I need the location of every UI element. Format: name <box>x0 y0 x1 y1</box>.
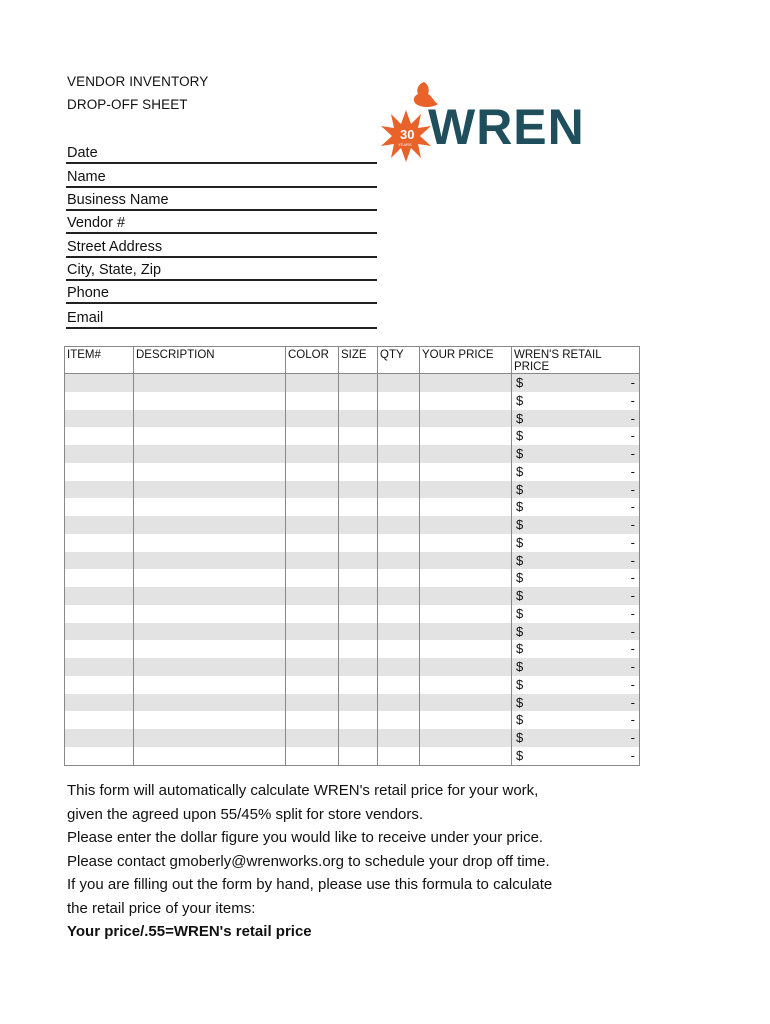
size-cell[interactable] <box>339 711 378 729</box>
brand-wordmark: WREN <box>428 99 585 155</box>
field-input[interactable] <box>166 259 375 281</box>
note-line-3: Please enter the dollar figure you would like to receive under your price. <box>67 829 544 846</box>
col-header-color: COLOR <box>286 347 339 374</box>
description-cell[interactable] <box>134 410 286 428</box>
description-cell[interactable] <box>134 587 286 605</box>
currency-symbol: $ <box>516 375 524 390</box>
description-cell[interactable] <box>134 516 286 534</box>
col-header-your-price: YOUR PRICE <box>420 347 512 374</box>
retail-value: - <box>630 428 635 444</box>
size-cell[interactable] <box>339 445 378 463</box>
your-price-cell[interactable] <box>420 552 512 570</box>
retail-price-cell <box>512 676 640 694</box>
qty-cell[interactable] <box>378 569 420 587</box>
item-cell[interactable] <box>65 605 134 623</box>
your-price-cell[interactable] <box>420 587 512 605</box>
your-price-cell[interactable] <box>420 569 512 587</box>
badge-sub: YEARS <box>398 142 412 147</box>
color-cell[interactable] <box>286 605 339 623</box>
table-row <box>65 676 640 694</box>
retail-price-cell <box>512 481 640 499</box>
item-cell[interactable] <box>65 534 134 552</box>
qty-cell[interactable] <box>378 481 420 499</box>
col-header-description: DESCRIPTION <box>134 347 286 374</box>
retail-value: - <box>630 463 635 479</box>
color-cell[interactable] <box>286 640 339 658</box>
table-row <box>65 711 640 729</box>
retail-price-cell <box>512 694 640 712</box>
item-cell[interactable] <box>65 516 134 534</box>
form-title-line1: VENDOR INVENTORY <box>67 74 209 89</box>
qty-cell[interactable] <box>378 747 420 765</box>
field-input[interactable] <box>166 307 375 329</box>
qty-cell[interactable] <box>378 410 420 428</box>
qty-cell[interactable] <box>378 498 420 516</box>
currency-symbol: $ <box>516 659 524 674</box>
table-row <box>65 374 640 392</box>
description-cell[interactable] <box>134 605 286 623</box>
item-cell[interactable] <box>65 747 134 765</box>
retail-value: - <box>630 499 635 515</box>
retail-price-cell <box>512 623 640 641</box>
your-price-cell[interactable] <box>420 694 512 712</box>
your-price-cell[interactable] <box>420 392 512 410</box>
description-cell[interactable] <box>134 392 286 410</box>
color-cell[interactable] <box>286 623 339 641</box>
currency-symbol: $ <box>516 392 524 408</box>
your-price-cell[interactable] <box>420 640 512 658</box>
color-cell[interactable] <box>286 747 339 765</box>
currency-symbol: $ <box>516 676 524 692</box>
description-cell[interactable] <box>134 729 286 747</box>
field-input[interactable] <box>166 236 375 258</box>
field-row-name <box>66 166 377 188</box>
note-line-5: If you are filling out the form by hand, please use this formula to calculate <box>67 876 553 893</box>
retail-price-cell <box>512 605 640 623</box>
your-price-cell[interactable] <box>420 445 512 463</box>
color-cell[interactable] <box>286 658 339 676</box>
col-header-retail-price: WREN'S RETAIL PRICE <box>512 347 640 374</box>
retail-price-cell <box>512 516 640 534</box>
your-price-cell[interactable] <box>420 658 512 676</box>
table-row <box>65 463 640 481</box>
item-cell[interactable] <box>65 711 134 729</box>
retail-price-cell <box>512 498 640 516</box>
retail-value: - <box>630 517 635 532</box>
table-row <box>65 392 640 410</box>
color-cell[interactable] <box>286 569 339 587</box>
color-cell[interactable] <box>286 392 339 410</box>
retail-price-cell <box>512 374 640 392</box>
field-label: Email <box>67 310 104 326</box>
currency-symbol: $ <box>516 446 524 461</box>
retail-price-cell <box>512 640 640 658</box>
qty-cell[interactable] <box>378 374 420 392</box>
retail-price-cell <box>512 552 640 570</box>
retail-value: - <box>630 694 635 710</box>
col-header-item: ITEM# <box>65 347 134 374</box>
col-header-qty: QTY <box>378 347 420 374</box>
description-cell[interactable] <box>134 552 286 570</box>
color-cell[interactable] <box>286 410 339 428</box>
your-price-cell[interactable] <box>420 534 512 552</box>
your-price-cell[interactable] <box>420 676 512 694</box>
retail-value: - <box>630 676 635 692</box>
qty-cell[interactable] <box>378 694 420 712</box>
item-cell[interactable] <box>65 552 134 570</box>
item-cell[interactable] <box>65 481 134 499</box>
item-cell[interactable] <box>65 658 134 676</box>
currency-symbol: $ <box>516 463 524 479</box>
item-cell[interactable] <box>65 623 134 641</box>
size-cell[interactable] <box>339 694 378 712</box>
table-row <box>65 640 640 658</box>
retail-value: - <box>630 623 635 639</box>
retail-price-cell <box>512 445 640 463</box>
currency-symbol: $ <box>516 605 524 621</box>
color-cell[interactable] <box>286 427 339 445</box>
item-cell[interactable] <box>65 410 134 428</box>
table-row <box>65 445 640 463</box>
qty-cell[interactable] <box>378 463 420 481</box>
color-cell[interactable] <box>286 516 339 534</box>
qty-cell[interactable] <box>378 516 420 534</box>
field-label: Phone <box>67 285 109 301</box>
item-cell[interactable] <box>65 569 134 587</box>
currency-symbol: $ <box>516 623 524 639</box>
currency-symbol: $ <box>516 428 524 444</box>
qty-cell[interactable] <box>378 587 420 605</box>
currency-symbol: $ <box>516 694 524 710</box>
retail-value: - <box>630 392 635 408</box>
retail-value: - <box>630 446 635 461</box>
item-cell[interactable] <box>65 640 134 658</box>
form-title-line2: DROP-OFF SHEET <box>67 97 188 112</box>
currency-symbol: $ <box>516 499 524 515</box>
description-cell[interactable] <box>134 747 286 765</box>
table-row <box>65 605 640 623</box>
inventory-table <box>64 346 640 766</box>
field-input[interactable] <box>166 282 375 304</box>
item-cell[interactable] <box>65 374 134 392</box>
field-label: City, State, Zip <box>67 262 162 278</box>
size-cell[interactable] <box>339 552 378 570</box>
field-label: Name <box>67 169 106 185</box>
size-cell[interactable] <box>339 569 378 587</box>
qty-cell[interactable] <box>378 676 420 694</box>
field-label: Business Name <box>67 192 169 208</box>
retail-value: - <box>630 552 635 568</box>
table-row <box>65 481 640 499</box>
retail-value: - <box>630 410 635 426</box>
retail-value: - <box>630 588 635 603</box>
table-row <box>65 534 640 552</box>
qty-cell[interactable] <box>378 392 420 410</box>
field-row-street-address <box>66 236 377 258</box>
item-cell[interactable] <box>65 445 134 463</box>
item-cell[interactable] <box>65 463 134 481</box>
field-label: Street Address <box>67 239 163 255</box>
your-price-cell[interactable] <box>420 729 512 747</box>
description-cell[interactable] <box>134 427 286 445</box>
table-row <box>65 658 640 676</box>
table-row <box>65 747 640 765</box>
qty-cell[interactable] <box>378 711 420 729</box>
your-price-cell[interactable] <box>420 374 512 392</box>
retail-price-cell <box>512 729 640 747</box>
field-input[interactable] <box>166 166 375 188</box>
your-price-cell[interactable] <box>420 516 512 534</box>
retail-value: - <box>630 605 635 621</box>
currency-symbol: $ <box>516 534 524 550</box>
qty-cell[interactable] <box>378 552 420 570</box>
item-cell[interactable] <box>65 392 134 410</box>
color-cell[interactable] <box>286 729 339 747</box>
retail-value: - <box>630 570 635 586</box>
retail-value: - <box>630 730 635 745</box>
size-cell[interactable] <box>339 747 378 765</box>
description-cell[interactable] <box>134 374 286 392</box>
item-cell[interactable] <box>65 694 134 712</box>
currency-symbol: $ <box>516 410 524 426</box>
note-line-4: Please contact gmoberly@wrenworks.org to schedule your drop off time. <box>67 852 550 870</box>
currency-symbol: $ <box>516 747 524 763</box>
retail-value: - <box>630 375 635 390</box>
size-cell[interactable] <box>339 374 378 392</box>
field-row-phone <box>66 282 377 304</box>
currency-symbol: $ <box>516 588 524 603</box>
size-cell[interactable] <box>339 587 378 605</box>
note-line-6: the retail price of your items: <box>67 899 256 917</box>
retail-value: - <box>630 659 635 674</box>
retail-value: - <box>630 481 635 497</box>
color-cell[interactable] <box>286 711 339 729</box>
color-cell[interactable] <box>286 587 339 605</box>
retail-price-cell <box>512 410 640 428</box>
retail-price-cell <box>512 534 640 552</box>
field-input[interactable] <box>166 189 375 211</box>
anniversary-badge-icon <box>381 110 431 162</box>
size-cell[interactable] <box>339 605 378 623</box>
your-price-cell[interactable] <box>420 498 512 516</box>
currency-symbol: $ <box>516 517 524 532</box>
your-price-cell[interactable] <box>420 481 512 499</box>
retail-price-cell <box>512 711 640 729</box>
retail-price-cell <box>512 569 640 587</box>
your-price-cell[interactable] <box>420 463 512 481</box>
wren-logo <box>362 78 622 162</box>
size-cell[interactable] <box>339 427 378 445</box>
description-cell[interactable] <box>134 498 286 516</box>
qty-cell[interactable] <box>378 640 420 658</box>
color-cell[interactable] <box>286 463 339 481</box>
your-price-cell[interactable] <box>420 747 512 765</box>
table-row <box>65 569 640 587</box>
size-cell[interactable] <box>339 498 378 516</box>
description-cell[interactable] <box>134 569 286 587</box>
color-cell[interactable] <box>286 481 339 499</box>
table-row <box>65 427 640 445</box>
field-label: Date <box>67 145 98 161</box>
size-cell[interactable] <box>339 516 378 534</box>
retail-value: - <box>630 534 635 550</box>
retail-value: - <box>630 641 635 657</box>
qty-cell[interactable] <box>378 427 420 445</box>
table-row <box>65 623 640 641</box>
table-header-row <box>65 347 640 374</box>
field-row-vendor <box>66 212 377 234</box>
field-label: Vendor # <box>67 215 126 231</box>
description-cell[interactable] <box>134 445 286 463</box>
note-line-1: This form will automatically calculate WREN's retail price for your work, <box>67 782 539 799</box>
formula-line: Your price/.55=WREN's retail price <box>67 923 312 940</box>
field-row-date <box>66 142 377 164</box>
color-cell[interactable] <box>286 374 339 392</box>
retail-price-cell <box>512 747 640 765</box>
your-price-cell[interactable] <box>420 605 512 623</box>
currency-symbol: $ <box>516 570 524 586</box>
size-cell[interactable] <box>339 463 378 481</box>
description-cell[interactable] <box>134 481 286 499</box>
your-price-cell[interactable] <box>420 623 512 641</box>
size-cell[interactable] <box>339 729 378 747</box>
field-row-business-name <box>66 189 377 211</box>
description-cell[interactable] <box>134 711 286 729</box>
color-cell[interactable] <box>286 498 339 516</box>
retail-price-cell <box>512 392 640 410</box>
note-line-2: given the agreed upon 55/45% split for store vendors. <box>67 805 424 823</box>
table-row <box>65 410 640 428</box>
size-cell[interactable] <box>339 676 378 694</box>
qty-cell[interactable] <box>378 605 420 623</box>
size-cell[interactable] <box>339 392 378 410</box>
retail-price-cell <box>512 427 640 445</box>
item-cell[interactable] <box>65 427 134 445</box>
col-header-size: SIZE <box>339 347 378 374</box>
description-cell[interactable] <box>134 623 286 641</box>
currency-symbol: $ <box>516 712 524 728</box>
description-cell[interactable] <box>134 694 286 712</box>
currency-symbol: $ <box>516 730 524 745</box>
size-cell[interactable] <box>339 410 378 428</box>
table-row <box>65 694 640 712</box>
description-cell[interactable] <box>134 534 286 552</box>
size-cell[interactable] <box>339 534 378 552</box>
color-cell[interactable] <box>286 676 339 694</box>
description-cell[interactable] <box>134 463 286 481</box>
retail-price-cell <box>512 463 640 481</box>
size-cell[interactable] <box>339 481 378 499</box>
item-cell[interactable] <box>65 729 134 747</box>
currency-symbol: $ <box>516 481 524 497</box>
currency-symbol: $ <box>516 641 524 657</box>
currency-symbol: $ <box>516 552 524 568</box>
table-row <box>65 587 640 605</box>
your-price-cell[interactable] <box>420 711 512 729</box>
qty-cell[interactable] <box>378 445 420 463</box>
retail-price-cell <box>512 658 640 676</box>
item-cell[interactable] <box>65 587 134 605</box>
qty-cell[interactable] <box>378 729 420 747</box>
table-row <box>65 552 640 570</box>
retail-value: - <box>630 712 635 728</box>
color-cell[interactable] <box>286 534 339 552</box>
field-input[interactable] <box>166 212 375 234</box>
your-price-cell[interactable] <box>420 410 512 428</box>
qty-cell[interactable] <box>378 658 420 676</box>
qty-cell[interactable] <box>378 623 420 641</box>
field-row-email <box>66 307 377 329</box>
description-cell[interactable] <box>134 676 286 694</box>
description-cell[interactable] <box>134 658 286 676</box>
item-cell[interactable] <box>65 676 134 694</box>
qty-cell[interactable] <box>378 534 420 552</box>
size-cell[interactable] <box>339 623 378 641</box>
your-price-cell[interactable] <box>420 427 512 445</box>
field-row-city-state-zip <box>66 259 377 281</box>
description-cell[interactable] <box>134 640 286 658</box>
color-cell[interactable] <box>286 552 339 570</box>
item-cell[interactable] <box>65 498 134 516</box>
badge-number: 30 <box>400 127 415 142</box>
color-cell[interactable] <box>286 445 339 463</box>
size-cell[interactable] <box>339 640 378 658</box>
size-cell[interactable] <box>339 658 378 676</box>
color-cell[interactable] <box>286 694 339 712</box>
table-row <box>65 516 640 534</box>
retail-value: - <box>630 747 635 763</box>
retail-price-cell <box>512 587 640 605</box>
table-row <box>65 729 640 747</box>
field-input[interactable] <box>166 142 375 164</box>
table-row <box>65 498 640 516</box>
